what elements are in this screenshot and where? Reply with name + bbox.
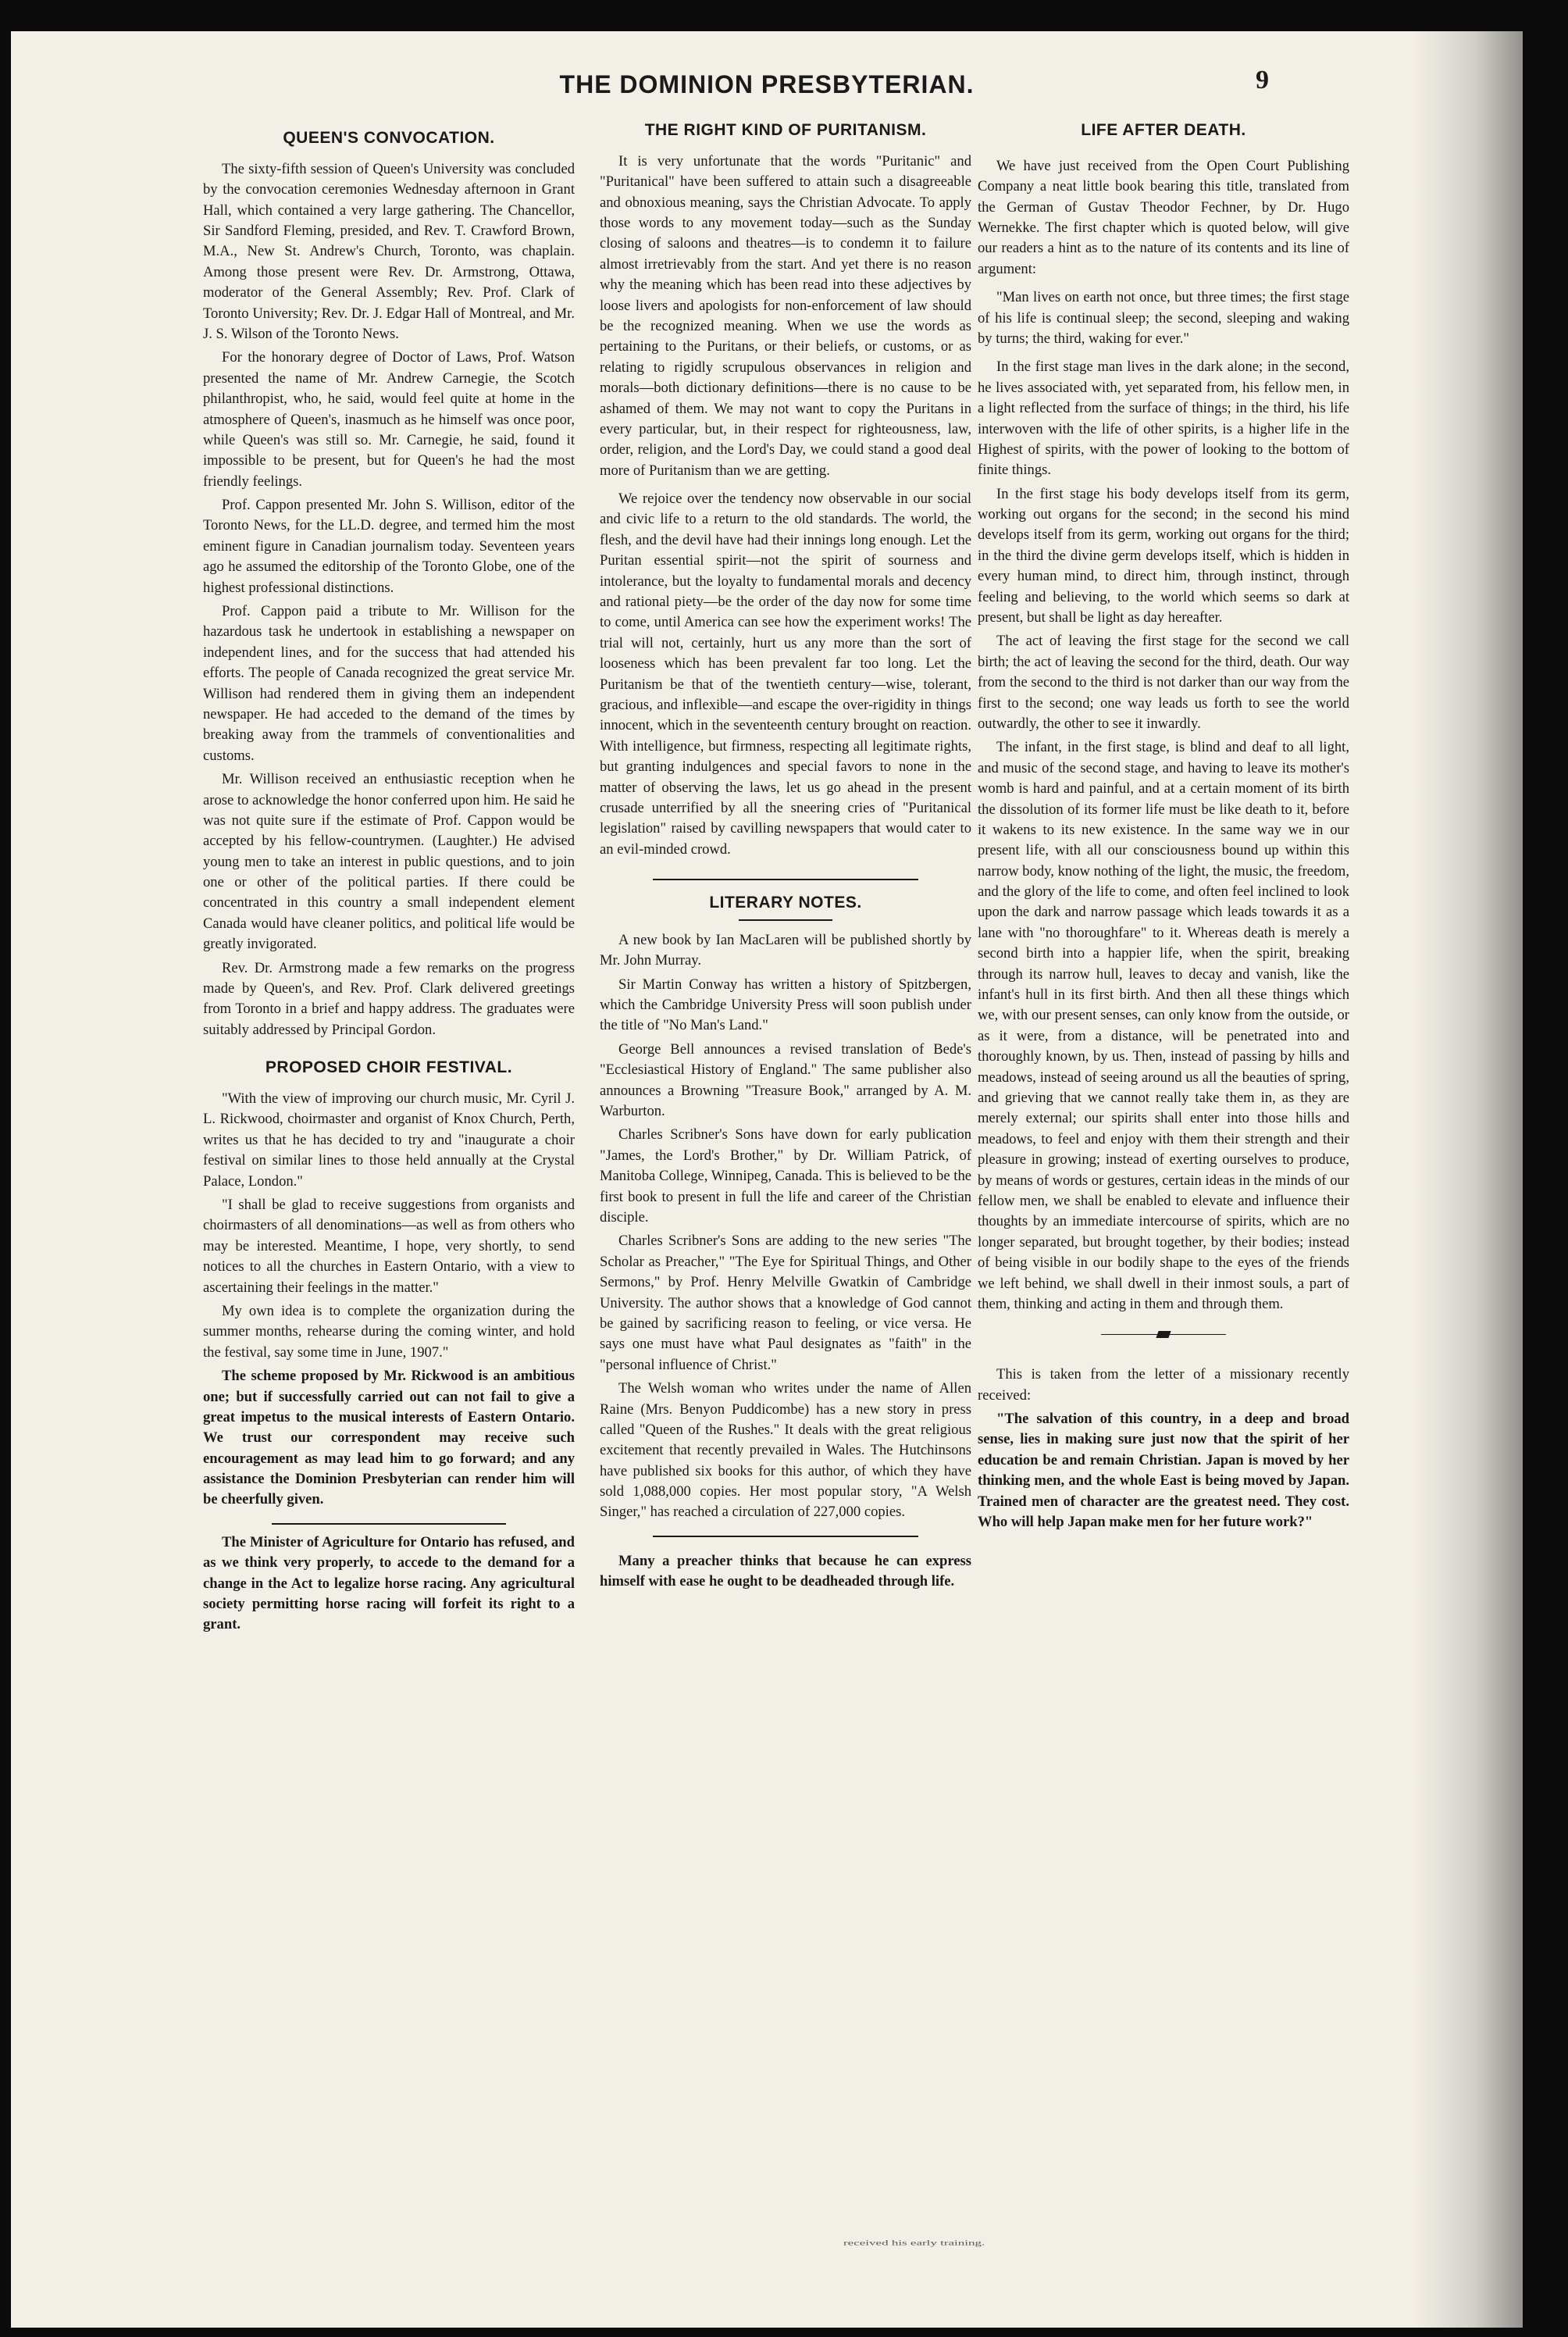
paragraph: The scheme proposed by Mr. Rickwood is an ambitious one; but if successfully carried out can not fail to give a great impetus to the musical interests of Eastern Ontario. We trust our correspondent may receive such encouragement as may lead him to go forward; and any assistance the Dominion Presbyterian can render him will be cheerfully given. (203, 1368, 575, 1508)
paragraph: The infant, in the first stage, is blind and deaf to all light, and music of the second stage, and having to leave its mother's womb is hard and painful, and at a certain moment of its birth the dissolution of its former life must be like death to it, before it wakens to its new existence. In the same way we in our present life, with all our consciousness bound up within this narrow body, know nothing of the light, the music, the freedom, and the glory of the life to come, and often feel inclined to look upon the dark and narrow passage which leads towards it as a lane with "no thoroughfare" to it. Whereas death is merely a second birth into a happier life, when the spirit, breaking through its narrow hull, leaves to decay and vanish, like the infant's hull in its first birth. And then all these things which we, with our present senses, can only know from the outside, or as it were, from a distance, will be penetrated into and thoroughly known, by us. Then, instead of passing by hills and meadows, instead of seeing around us all the beauties of spring, and grieving that we cannot really take them in, as they are merely external; our spirits shall enter into those hills and meadows, to feel and enjoy with them their strength and their pleasure in growing; instead of exerting ourselves to produce, by means of words or gestures, certain ideas in the minds of our fellow men, we shall be enabled to elevate and influence their thoughts by an immediate intercourse of spirits, which are no longer separated, but brought together, by their bodies; instead of being visible in our bodily shape to the eyes of the friends we left behind, we shall dwell in their inmost souls, a part of them, thinking and acting in them and through them. (978, 739, 1349, 1312)
paragraph: In the first stage man lives in the dark alone; in the second, he lives associated with, yet separated from, his fellow men, in a light reflected from the surface of things; in the third, his life interwoven with the life of other spirits, is a higher life in the Highest of spirits, with the power of looking to the bottom of finite things. (978, 359, 1349, 479)
page-edge-shadow (1413, 31, 1523, 2328)
paragraph: Charles Scribner's Sons are adding to the new series "The Scholar as Preacher," "The Eye for Spiritual Things, and Other Sermons," by Prof. Henry Melville Gwatkin of Cambridge University. The author shows that a knowledge of God cannot be gained by sacrificing reason to feeling, or vice versa. He says one must have what Paul designates as "faith" in the "personal influence of Christ." (600, 1233, 971, 1373)
footer-text-fragment: received his early training. (843, 2239, 985, 2247)
paragraph: "With the view of improving our church music, Mr. Cyril J. L. Rickwood, choirmaster and organist of Knox Church, Perth, writes us that he has decided to try and "inaugurate a choir festival on similar lines to those held annually at the Crystal Palace, London." (203, 1090, 575, 1190)
paragraph: George Bell announces a revised translation of Bede's "Ecclesiastical History of England." The same publisher also announces a Browning "Treasure Book," arranged by A. M. Warburton. (600, 1040, 971, 1120)
divider-rule (653, 1536, 918, 1537)
heading-proposed-choir-festival: PROPOSED CHOIR FESTIVAL. (265, 1058, 513, 1077)
masthead: THE DOMINION PRESBYTERIAN. (559, 70, 975, 98)
heading-queens-convocation: QUEEN'S CONVOCATION. (283, 129, 495, 147)
column-left (203, 127, 575, 1639)
paragraph: Rev. Dr. Armstrong made a few remarks on the progress made by Queen's, and Rev. Prof. Clark delivered greetings from Toronto in a brief and happy address. The graduates were suitably addressed by Principal Gordon. (203, 959, 575, 1038)
paragraph: The act of leaving the first stage for the second we call birth; the act of leaving the second for the third, death. Our way from the second to the third is not darker than our way from the first to the second; one way leads us forth to see the world outwardly, the other to see it inwardly. (978, 633, 1349, 732)
paragraph: My own idea is to complete the organization during the summer months, rehearse during the coming winter, and hold the festival, say some time in June, 1907." (203, 1302, 575, 1361)
paragraph: Sir Martin Conway has written a history of Spitzbergen, which the Cambridge University Press will soon publish under the title of "No Man's Land." (600, 976, 971, 1034)
divider-rule (272, 1523, 506, 1525)
paragraph: We rejoice over the tendency now observable in our social and civic life to a return to the old standards. The world, the flesh, and the devil have had their innings long enough. Let the Puritan essential spirit—not the spirit of sourness and intolerance, but the loyalty to fundamental morals and decency and rational piety—be the order of the day now for some time to come, until America can see how the experiment works! The trial will not, certainly, hurt us any more than the sort of looseness which has been prevalent far too long. Let the Puritanism be that of the twentieth century—wise, tolerant, gracious, and inflexible—and escape the over-rigidity in things innocent, which in the seventeenth century brought on reaction. With intelligence, but firmness, respecting all legitimate rights, but granting indulgences and special favors to none in the matter of observing the laws, let us go ahead in the present crusade unterrified by all the sneering cries of "Puritanical legislation" raised by cavilling newspapers that would cater to an evil-minded crowd. (600, 491, 971, 858)
paragraph: It is very unfortunate that the words "Puritanic" and "Puritanical" have been suffered to attain such a disagreeable and obnoxious meaning, says the Christian Advocate. To apply those words to any movement today—such as the Sunday closing of saloons and theatres—is to condemn it to failure almost irretrievably from the start. And yet there is no reason why the meaning which has been read into these adjectives by loose livers and apologists for non-enforcement of law should be the recognized meaning. When we use the words as pertaining to the Puritans, or their beliefs, or customs, or as relating to rigidly scrupulous observances in religion and morals—both dictionary definitions—there is no cause to be ashamed of them. We may not want to copy the Puritans in every particular, but, in their respect for righteousness, law, order, religion, and the Lord's Day, we could stand a good deal more of Puritanism than we are getting. (600, 152, 971, 479)
page-number: 9 (1256, 66, 1269, 95)
paragraph: This is taken from the letter of a missionary recently received: (978, 1366, 1349, 1404)
paragraph: Mr. Willison received an enthusiastic reception when he arose to acknowledge the honor conferred upon him. He said he was not quite sure if the estimate of Prof. Cappon would be accepted by his fellow-countrymen. (Laughter.) He advised young men to take an interest in public questions, and to join one or other of the political parties. If there could be concentrated in this country a small independent element Canada would have cleaner politics, and political life would be greatly invigorated. (203, 771, 575, 953)
divider-rule (739, 919, 832, 921)
paragraph: "Man lives on earth not once, but three times; the first stage of his life is continual sleep; the second, sleeping and waking by turns; the third, waking for ever." (978, 289, 1349, 347)
paragraph: "The salvation of this country, in a deep and broad sense, lies in making sure just now that the spirit of her education be and remain Christian. Japan is moved by her thinking men, and the whole East is being moved by Japan. Trained men of character are the greatest need. They cost. Who will help Japan make men for her future work?" (978, 1411, 1349, 1531)
paragraph: For the honorary degree of Doctor of Laws, Prof. Watson presented the name of Mr. Andrew Carnegie, the Scotch philanthropist, who, he said, would feel quite at home in the atmosphere of Queen's, inasmuch as he himself was once poor, while Queen's was still so. Mr. Carnegie, he said, found it impossible to be present, but for Queen's he had the most friendly feelings. (203, 349, 575, 490)
heading-literary-notes: LITERARY NOTES. (709, 894, 862, 912)
paragraph: Charles Scribner's Sons have down for early publication "James, the Lord's Brother," by Dr. William Patrick, of Manitoba College, Winnipeg, Canada. This is believed to be the first book to present in full the life and career of the Christian disciple. (600, 1126, 971, 1226)
paragraph: The sixty-fifth session of Queen's University was concluded by the convocation ceremonies Wednesday afternoon in Grant Hall, which contained a very large gathering. The Chancellor, Sir Sandford Fleming, presided, and Rev. T. Crawford Brown, M.A., New St. Andrew's Church, Toronto, was chaplain. Among those present were Rev. Dr. Armstrong, Ottawa, moderator of the General Assembly; Rev. Prof. Clark of Toronto University; Rev. Dr. J. Edgar Hall of Montreal, and Mr. J. S. Wilson of the Toronto News. (203, 160, 575, 342)
paragraph: Many a preacher thinks that because he can express himself with ease he ought to be deadheaded through life. (600, 1552, 971, 1590)
paragraph: The Minister of Agriculture for Ontario has refused, and as we think very properly, to accede to the demand for a change in the Act to legalize horse racing. Any agricultural society permitting horse racing will forfeit its right to a grant. (203, 1533, 575, 1633)
paragraph: In the first stage his body develops itself from its germ, working out organs for the second; in the second his mind develops itself from its germ, working out organs for the third; in the third the divine germ develops itself, which is hidden in every human mind, to direct him, through instinct, through feeling and believing, to the world which seems so dark at present, but shall be light as day hereafter. (978, 485, 1349, 626)
paragraph: We have just received from the Open Court Publishing Company a neat little book bearing this title, translated from the German of Gustav Theodor Fechner, by Dr. Hugo Wernekke. The first chapter which is quoted below, will give our readers a hint as to the nature of its contents and its line of argument: (978, 157, 1349, 277)
divider-rule (653, 879, 918, 880)
paragraph: A new book by Ian MacLaren will be published shortly by Mr. John Murray. (600, 931, 971, 969)
column-middle (600, 119, 971, 1596)
paragraph: The Welsh woman who writes under the name of Allen Raine (Mrs. Benyon Puddicombe) has a new story in press called "Queen of the Rushes." It deals with the great religious excitement that recently prevailed in Wales. The Hutchinsons have published six books for this author, of which they have sold 1,088,000 copies. Her most popular story, "A Welsh Singer," has reached a circulation of 227,000 copies. (600, 1380, 971, 1521)
paragraph: Prof. Cappon presented Mr. John S. Willison, editor of the Toronto News, for the LL.D. degree, and termed him the most eminent figure in Canadian journalism today. Seventeen years ago he assumed the editorship of the Toronto Globe, one of the highest professional distinctions. (203, 497, 575, 596)
newspaper-page (11, 31, 1523, 2328)
paragraph: "I shall be glad to receive suggestions from organists and choirmasters of all denominations—as well as from others who may be interested. Meantime, I hope, very shortly, to send notices to all the churches in Eastern Ontario, with a view to ascertaining their feelings in the matter." (203, 1196, 575, 1296)
column-right (978, 119, 1349, 1536)
heading-life-after-death: LIFE AFTER DEATH. (1081, 121, 1246, 139)
heading-right-kind-of-puritanism: THE RIGHT KIND OF PURITANISM. (644, 121, 927, 139)
paragraph: Prof. Cappon paid a tribute to Mr. Willison for the hazardous task he undertook in establishing a newspaper on independent lines, and for the success that had attended his efforts. The people of Canada recognized the great service Mr. Willison had rendered them in giving them an independent newspaper. He had acceded to the demand of the times by breaking away from the trammels of conventionalities and customs. (203, 603, 575, 764)
ornament-divider (1101, 1329, 1226, 1341)
